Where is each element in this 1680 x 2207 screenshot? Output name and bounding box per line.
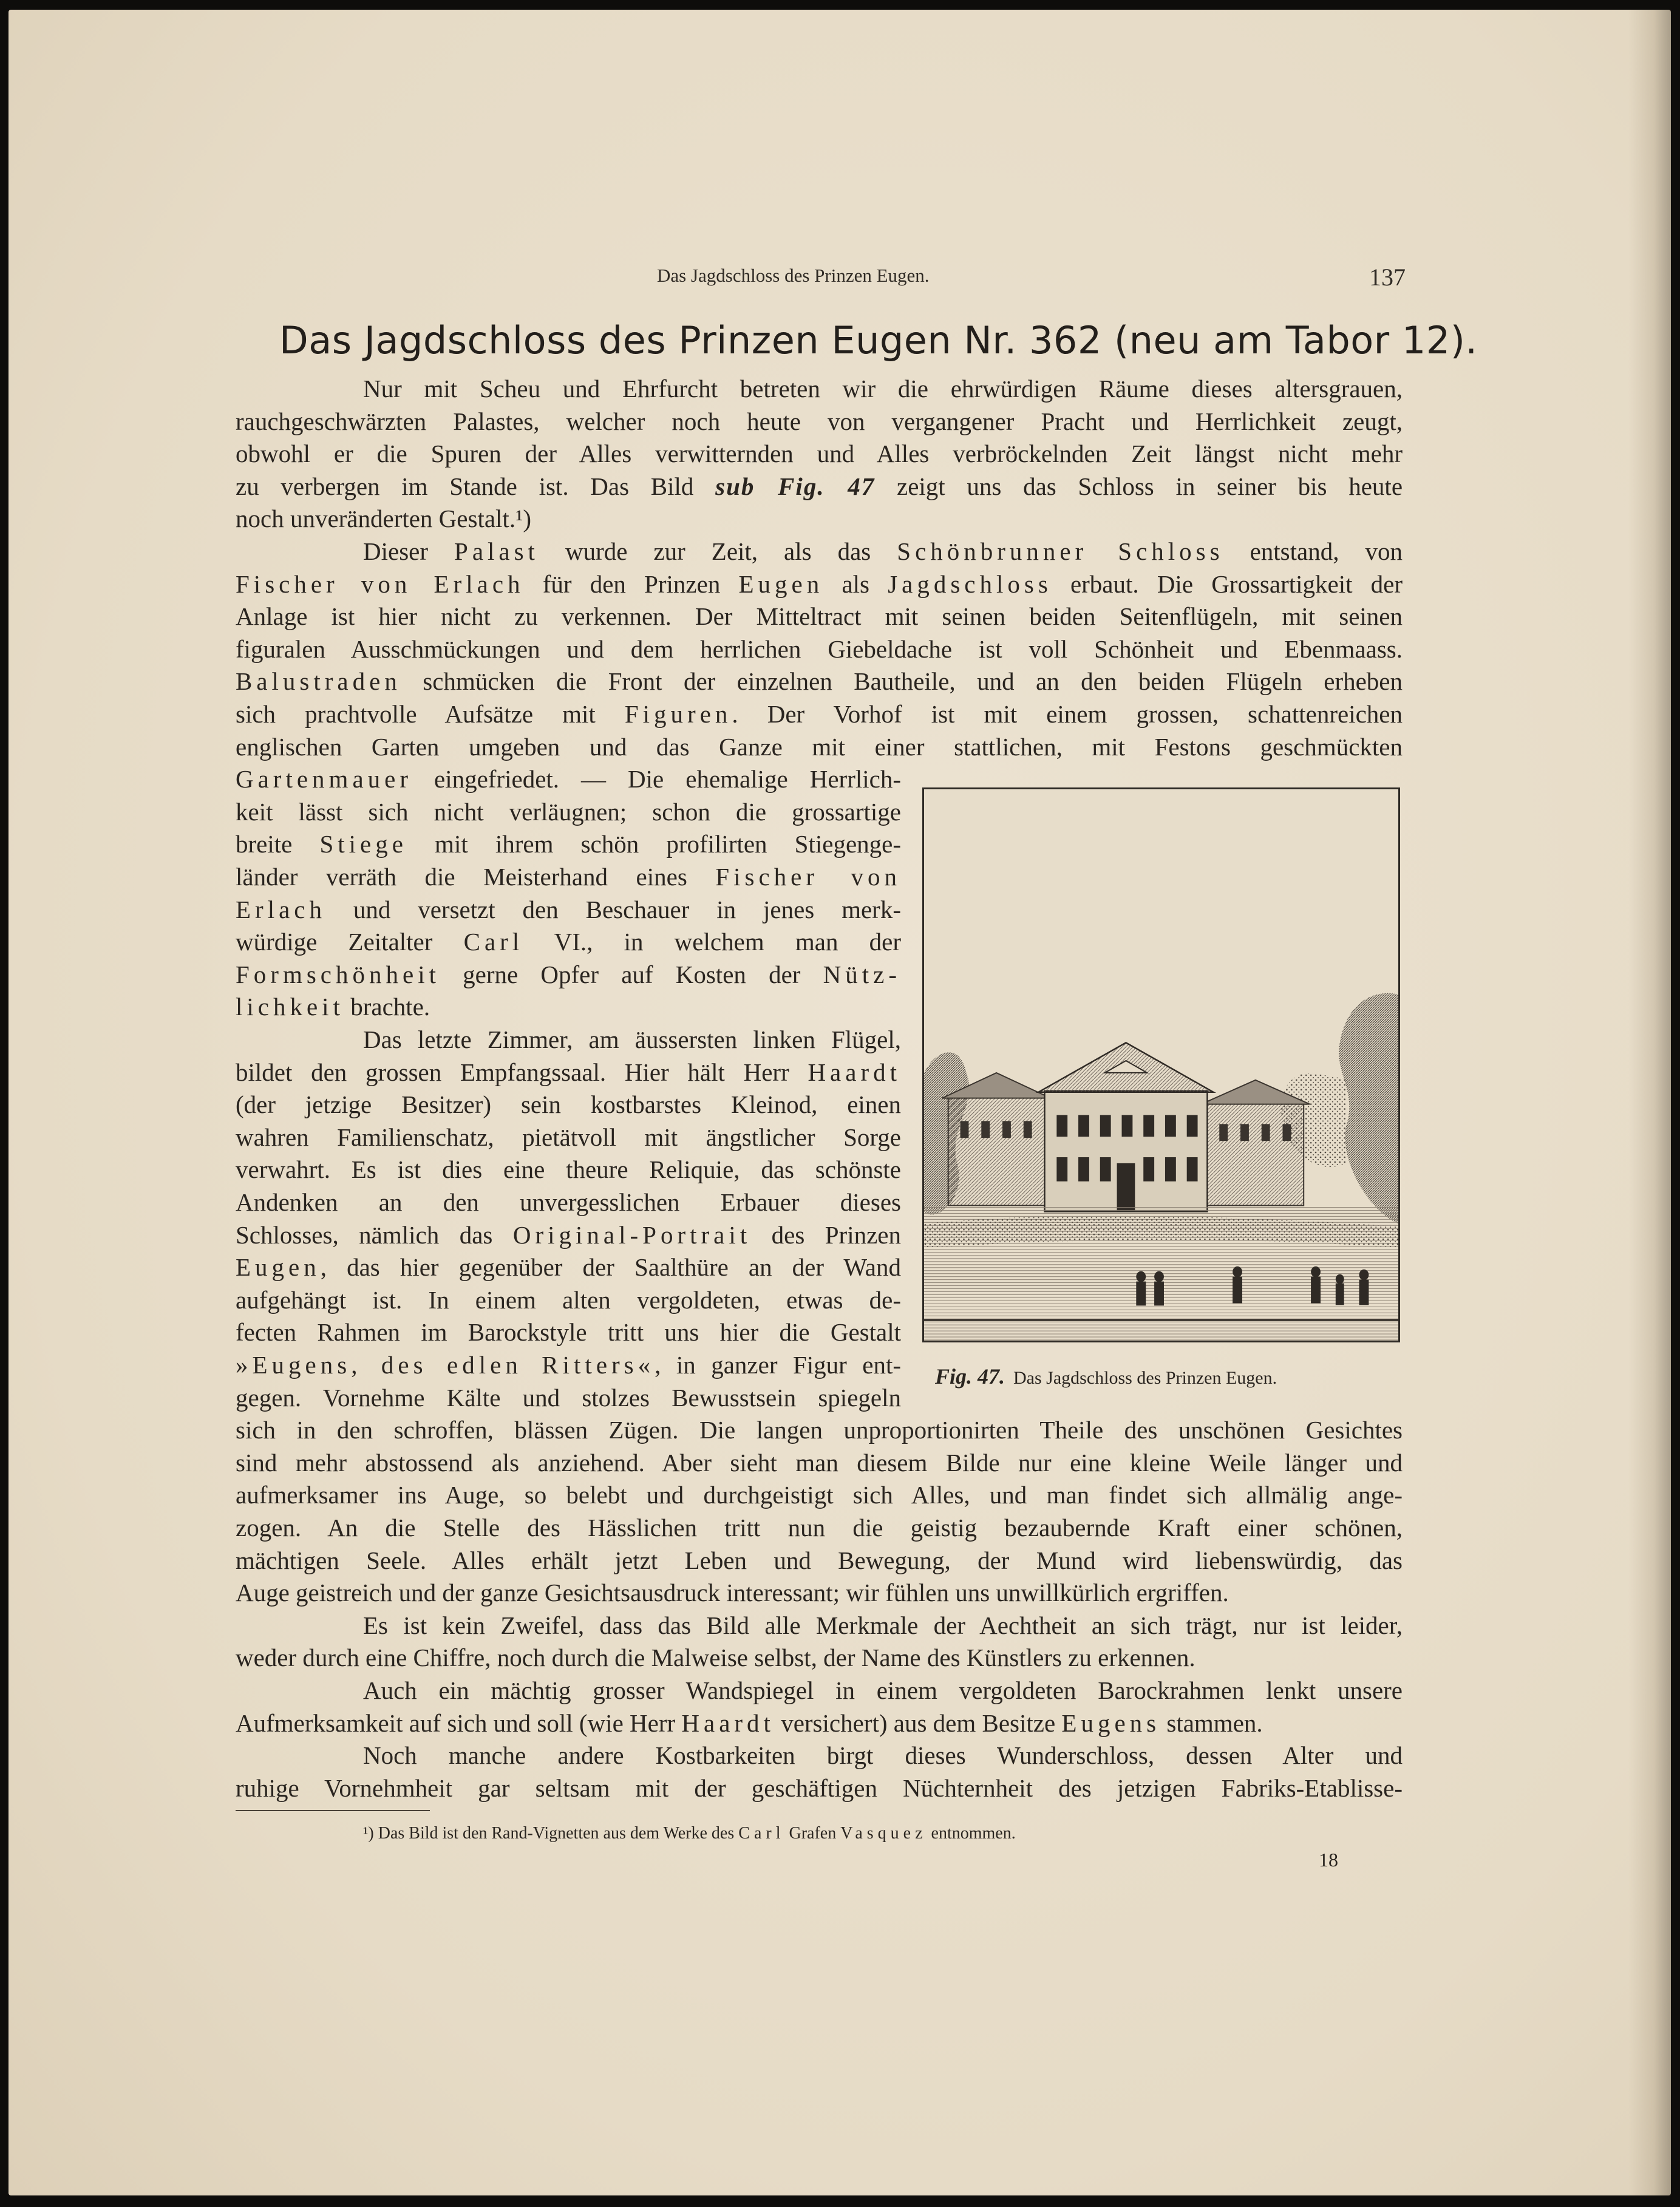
text-run: mächtigen Seele. Alles erhält jetzt Leben und Bewegung, der Mund wird liebenswürdig, das bbox=[236, 1546, 1403, 1574]
text-line bbox=[236, 503, 1403, 534]
signature-mark: 18 bbox=[1319, 1849, 1338, 1871]
text-line bbox=[236, 797, 901, 827]
text-line bbox=[236, 764, 901, 794]
footnote-text-mid: Grafen bbox=[784, 1824, 841, 1843]
text-run: zu verbergen im Stande ist. Das Bild bbox=[236, 472, 716, 500]
text-line bbox=[236, 1089, 901, 1120]
text-run: sich in den schroffen, blässen Zügen. Die langen unproportionirten Theile des unschönen Gesichtes bbox=[236, 1416, 1403, 1444]
text-line bbox=[236, 1480, 1403, 1510]
text-run: Eugens bbox=[1061, 1709, 1161, 1737]
text-line bbox=[236, 1447, 1403, 1478]
text-line bbox=[236, 1545, 1403, 1576]
text-run: Palast bbox=[454, 537, 539, 565]
text-run: Schlosses, nämlich das bbox=[236, 1221, 513, 1249]
text-line bbox=[236, 1057, 901, 1087]
text-run: breite bbox=[236, 830, 320, 858]
text-run: Haardt bbox=[681, 1709, 775, 1737]
text-run: würdige Zeitalter bbox=[236, 928, 464, 956]
text-run: . Der Vorhof ist mit einem grossen, schattenreichen bbox=[732, 700, 1403, 728]
text-line bbox=[236, 471, 1403, 502]
text-run: Eugen bbox=[738, 570, 824, 598]
text-line bbox=[236, 406, 1403, 437]
text-line bbox=[236, 991, 901, 1022]
text-run: keit lässt sich nicht verläugnen; schon die grossartige bbox=[236, 798, 901, 826]
text-run: Erlach bbox=[236, 896, 326, 923]
text-run: Balustraden bbox=[236, 667, 401, 695]
text-line bbox=[363, 1675, 1403, 1705]
text-line bbox=[236, 666, 1403, 696]
running-head: Das Jagdschloss des Prinzen Eugen. bbox=[657, 265, 930, 286]
text-run: bildet den grossen Empfangssaal. Hier hält Herr bbox=[236, 1058, 808, 1086]
text-run: rauchgeschwärzten Palastes, welcher noch heute von vergangener Pracht und Herrlichkeit zeugt, bbox=[236, 407, 1403, 435]
text-run: Eugen bbox=[236, 1253, 321, 1281]
footnote-marker: ¹) bbox=[363, 1824, 374, 1843]
text-line bbox=[236, 1252, 901, 1282]
text-line bbox=[236, 894, 901, 925]
text-run: Schönbrunner Schloss bbox=[897, 537, 1224, 565]
text-line bbox=[236, 829, 901, 859]
text-line bbox=[236, 1642, 1403, 1673]
text-line bbox=[236, 1708, 1403, 1738]
page-edge-shadow bbox=[1628, 10, 1671, 2195]
page-number: 137 bbox=[1369, 264, 1406, 291]
text-run: stammen. bbox=[1160, 1709, 1263, 1737]
text-run: Nütz- bbox=[823, 961, 901, 988]
figure-caption bbox=[935, 1364, 1409, 1389]
figure-illustration bbox=[922, 787, 1400, 1342]
text-line bbox=[236, 1285, 901, 1315]
text-run: , in ganzer Figur ent- bbox=[655, 1351, 902, 1379]
text-line bbox=[236, 732, 1403, 762]
footnote-author: Carl bbox=[738, 1824, 785, 1843]
text-run: brachte. bbox=[344, 993, 430, 1021]
text-line bbox=[363, 373, 1403, 404]
text-line bbox=[236, 1350, 901, 1380]
text-line bbox=[363, 1024, 901, 1055]
text-line bbox=[236, 1122, 901, 1152]
footnote-text-after: entnommen. bbox=[927, 1824, 1016, 1843]
text-run: wurde zur Zeit, als das bbox=[539, 537, 897, 565]
text-run: gerne Opfer auf Kosten der bbox=[440, 961, 823, 988]
text-run: Formschönheit bbox=[236, 961, 440, 988]
text-run: Anlage ist hier nicht zu verkennen. Der Mitteltract mit seinen beiden Seitenflügeln, mit seinen bbox=[236, 602, 1403, 630]
text-run: Fischer von Erlach bbox=[236, 570, 525, 598]
text-line bbox=[236, 601, 1403, 631]
text-run: erbaut. Die Grossartigkeit der bbox=[1052, 570, 1403, 598]
text-run: weder durch eine Chiffre, noch durch die Malweise selbst, der Name des Künstlers zu erkennen. bbox=[236, 1644, 1195, 1671]
figure-label: Fig. 47. bbox=[935, 1364, 1005, 1389]
text-run: Fischer von bbox=[715, 863, 901, 891]
text-run: Aufmerksamkeit auf sich und soll (wie Herr bbox=[236, 1709, 682, 1737]
text-run: zeigt uns das Schloss in seiner bis heute bbox=[875, 472, 1403, 500]
text-run: zogen. An die Stelle des Hässlichen tritt nun die geistig bezaubernde Kraft einer schönen, bbox=[236, 1514, 1403, 1542]
text-run: eingefriedet. — Die ehemalige Herrlich- bbox=[412, 765, 901, 793]
text-run: Noch manche andere Kostbarkeiten birgt dieses Wunderschloss, dessen Alter und bbox=[363, 1741, 1403, 1769]
text-run: länder verräth die Meisterhand eines bbox=[236, 863, 716, 891]
text-line bbox=[363, 1740, 1403, 1770]
text-run: sub Fig. 47 bbox=[715, 472, 876, 500]
text-run: VI., in welchem man der bbox=[523, 928, 901, 956]
text-line bbox=[236, 1512, 1403, 1543]
text-run: aufmerksamer ins Auge, so belebt und durchgeistigt sich Alles, und man findet sich allmälig ange- bbox=[236, 1481, 1403, 1509]
text-run: Nur mit Scheu und Ehrfurcht betreten wir die ehrwürdigen Räume dieses altersgrauen, bbox=[363, 375, 1403, 403]
text-run: entstand, von bbox=[1223, 537, 1403, 565]
text-run: für den Prinzen bbox=[524, 570, 739, 598]
text-run: obwohl er die Spuren der Alles verwitternden und Alles verbröckelnden Zeit längst nicht mehr bbox=[236, 440, 1403, 468]
text-line bbox=[236, 1220, 901, 1250]
text-run: als bbox=[823, 570, 888, 598]
text-run: figuralen Ausschmückungen und dem herrlichen Giebeldache ist voll Schönheit und Ebenmaass. bbox=[236, 635, 1403, 663]
text-run: fecten Rahmen im Barockstyle tritt uns hier die Gestalt bbox=[236, 1318, 901, 1346]
text-run: Auge geistreich und der ganze Gesichtsausdruck interessant; wir fühlen uns unwillkürlich ergriffen. bbox=[236, 1579, 1229, 1607]
text-line bbox=[236, 1415, 1403, 1445]
footnote-author2: Vasquez bbox=[840, 1824, 927, 1843]
text-line bbox=[236, 438, 1403, 469]
text-run: Jagdschloss bbox=[888, 570, 1052, 598]
text-run: Stiege bbox=[319, 830, 407, 858]
text-run: sind mehr abstossend als anziehend. Aber sieht man diesem Bilde nur eine kleine Weile länger und bbox=[236, 1449, 1403, 1477]
text-run: »Eugens, des edlen Ritters« bbox=[236, 1351, 655, 1379]
text-line bbox=[236, 1187, 901, 1217]
text-run: , das hier gegenüber der Saalthüre an der Wand bbox=[320, 1253, 901, 1281]
text-line bbox=[236, 959, 901, 990]
text-run: des Prinzen bbox=[751, 1221, 901, 1249]
text-run: Andenken an den unvergesslichen Erbauer dieses bbox=[236, 1188, 901, 1216]
text-run: lichkeit bbox=[236, 993, 344, 1021]
text-line bbox=[236, 1317, 901, 1347]
text-run: schmücken die Front der einzelnen Bautheile, und an den beiden Flügeln erheben bbox=[401, 667, 1403, 695]
text-line bbox=[236, 927, 901, 957]
text-run: gegen. Vornehme Kälte und stolzes Bewusstsein spiegeln bbox=[236, 1384, 901, 1412]
text-run: (der jetzige Besitzer) sein kostbarstes Kleinod, einen bbox=[236, 1090, 901, 1118]
text-line bbox=[236, 634, 1403, 664]
text-line bbox=[363, 1610, 1403, 1641]
text-line bbox=[236, 699, 1403, 729]
text-run: Dieser bbox=[363, 537, 455, 565]
text-run: Das letzte Zimmer, am äussersten linken Flügel, bbox=[363, 1025, 901, 1053]
text-run: Carl bbox=[463, 928, 524, 956]
text-run: aufgehängt ist. In einem alten vergoldeten, etwas de- bbox=[236, 1286, 901, 1314]
article-title: Das Jagdschloss des Prinzen Eugen Nr. 362 (neu am Tabor 12). bbox=[279, 318, 1478, 362]
text-run: verwahrt. Es ist dies eine theure Reliquie, das schönste bbox=[236, 1155, 901, 1183]
footnote-text-before: Das Bild ist den Rand-Vignetten aus dem Werke des bbox=[373, 1824, 739, 1843]
palace-engraving-image bbox=[924, 789, 1398, 1341]
text-line bbox=[236, 1577, 1403, 1608]
footnote-rule bbox=[236, 1810, 430, 1811]
text-run: Original-Portrait bbox=[512, 1221, 752, 1249]
text-run: Es ist kein Zweifel, dass das Bild alle Merkmale der Aechtheit an sich trägt, nur ist leider, bbox=[363, 1611, 1403, 1639]
text-line bbox=[363, 536, 1403, 566]
text-run: mit ihrem schön profilirten Stiegenge- bbox=[407, 830, 901, 858]
text-run: ruhige Vornehmheit gar seltsam mit der geschäftigen Nüchternheit des jetzigen Fabriks-Etablisse- bbox=[236, 1774, 1403, 1802]
text-run: versichert) aus dem Besitze bbox=[774, 1709, 1062, 1737]
text-run: sich prachtvolle Aufsätze mit bbox=[236, 700, 625, 728]
text-run: Auch ein mächtig grosser Wandspiegel in einem vergoldeten Barockrahmen lenkt unsere bbox=[363, 1676, 1403, 1704]
text-run: wahren Familienschatz, pietätvoll mit ängstlicher Sorge bbox=[236, 1123, 901, 1151]
text-line bbox=[236, 569, 1403, 599]
text-run: Figuren bbox=[624, 700, 732, 728]
text-line bbox=[236, 862, 901, 892]
text-run: noch unveränderten Gestalt.¹) bbox=[236, 505, 532, 532]
text-run: englischen Garten umgeben und das Ganze mit einer stattlichen, mit Festons geschmückten bbox=[236, 733, 1403, 761]
footnote bbox=[363, 1824, 1274, 1843]
text-run: Haardt bbox=[808, 1058, 901, 1086]
text-run: und versetzt den Beschauer in jenes merk- bbox=[325, 896, 901, 923]
text-line bbox=[236, 1154, 901, 1185]
figure-caption-text: Das Jagdschloss des Prinzen Eugen. bbox=[1013, 1368, 1277, 1388]
text-line bbox=[236, 1382, 901, 1413]
text-line bbox=[236, 1773, 1403, 1803]
text-run: Gartenmauer bbox=[236, 765, 412, 793]
